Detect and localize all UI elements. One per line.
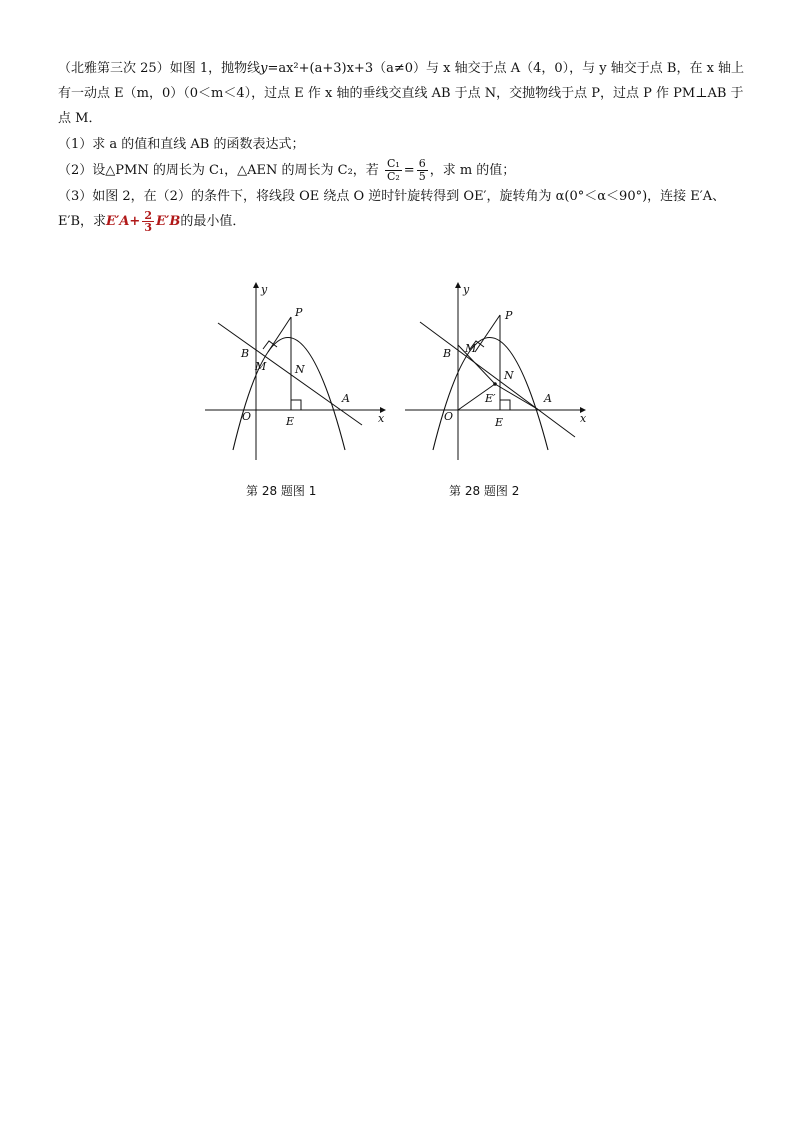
label-a: A — [342, 392, 350, 405]
highlight-fraction — [142, 210, 154, 233]
figure-1-caption: 第 28 题图 1 — [246, 484, 317, 498]
fraction-denominator: 5 — [418, 170, 426, 183]
label-b: B — [443, 347, 452, 360]
question-2-text-a: （2）设△PMN 的周长为 C₁，△AEN 的周长为 C₂，若 — [58, 163, 379, 178]
label-e: E — [286, 415, 295, 428]
question-1: （1）求 a 的值和直线 AB 的函数表达式； — [58, 137, 305, 152]
problem-intro-b: 与 x 轴交于点 A（4，0），与 y 轴交于点 B，在 x 轴上有一动点 E（m，0）（0＜m＜4），过点 E 作 x 轴的垂线交直线 AB 于点 N，交抛物线于点 P，过点 P 作 PM⊥AB 于点 M． — [58, 61, 745, 126]
label-y: y — [463, 283, 470, 296]
fraction-c1-c2 — [385, 158, 402, 183]
question-3-text-a: （3）如图 2，在（2）的条件下，将线段 OE 绕点 O 逆时针旋转得到 OE′，旋转角为 α(0°＜α＜90°)，连接 E′A、E′B，求 — [58, 189, 726, 229]
question-2 — [58, 158, 748, 183]
question-3 — [58, 184, 748, 234]
problem-source: （北雅第三次 25） — [58, 61, 170, 76]
label-x: x — [580, 412, 587, 425]
label-o: O — [444, 410, 454, 423]
equation-body: =ax²+(a+3)x+3（a≠0） — [267, 61, 426, 76]
problem-intro-a: 如图 1，抛物线 — [169, 61, 261, 76]
parabola-curve — [233, 338, 345, 451]
fraction-denominator: C₂ — [386, 170, 400, 183]
highlight-expression-a: E′A+ — [106, 214, 141, 229]
label-e-prime: E′ — [485, 392, 496, 405]
figure-2-diagram — [400, 280, 590, 460]
fraction-six-fifths — [417, 158, 428, 183]
question-3-text-b: 的最小值． — [180, 214, 246, 229]
fraction-numerator: 6 — [418, 157, 426, 170]
label-e: E — [495, 416, 504, 429]
right-angle-mark-e — [291, 400, 301, 410]
problem-text — [58, 56, 748, 234]
label-m: M — [255, 360, 267, 373]
label-y: y — [261, 283, 268, 296]
label-n: N — [295, 363, 305, 376]
figure-1 — [200, 280, 385, 460]
label-p: P — [295, 306, 303, 319]
question-2-text-b: ，求 m 的值； — [429, 163, 516, 178]
label-n: N — [504, 369, 514, 382]
figure-1-diagram — [200, 280, 390, 460]
label-x: x — [378, 412, 385, 425]
equation-y: y — [260, 61, 268, 76]
fraction-numerator: 2 — [144, 209, 152, 222]
label-a: A — [544, 392, 552, 405]
segment-pm — [475, 315, 500, 352]
problem-stem — [58, 56, 748, 131]
fraction-numerator: C₁ — [386, 157, 400, 170]
label-o: O — [242, 410, 252, 423]
segment-e-prime-b — [458, 345, 495, 384]
fraction-denominator: 3 — [144, 221, 152, 234]
label-p: P — [505, 309, 513, 322]
figure-2-caption: 第 28 题图 2 — [449, 484, 520, 498]
y-axis-arrow-icon — [253, 282, 259, 288]
segment-pm — [268, 317, 291, 352]
point-e-prime — [493, 382, 497, 386]
right-angle-mark-e — [500, 400, 510, 410]
y-axis-arrow-icon — [455, 282, 461, 288]
equals-sign: = — [403, 163, 415, 178]
figure-2 — [400, 280, 587, 460]
highlight-expression-b: E′B — [155, 214, 181, 229]
label-b: B — [241, 347, 250, 360]
label-m: M — [465, 342, 477, 355]
